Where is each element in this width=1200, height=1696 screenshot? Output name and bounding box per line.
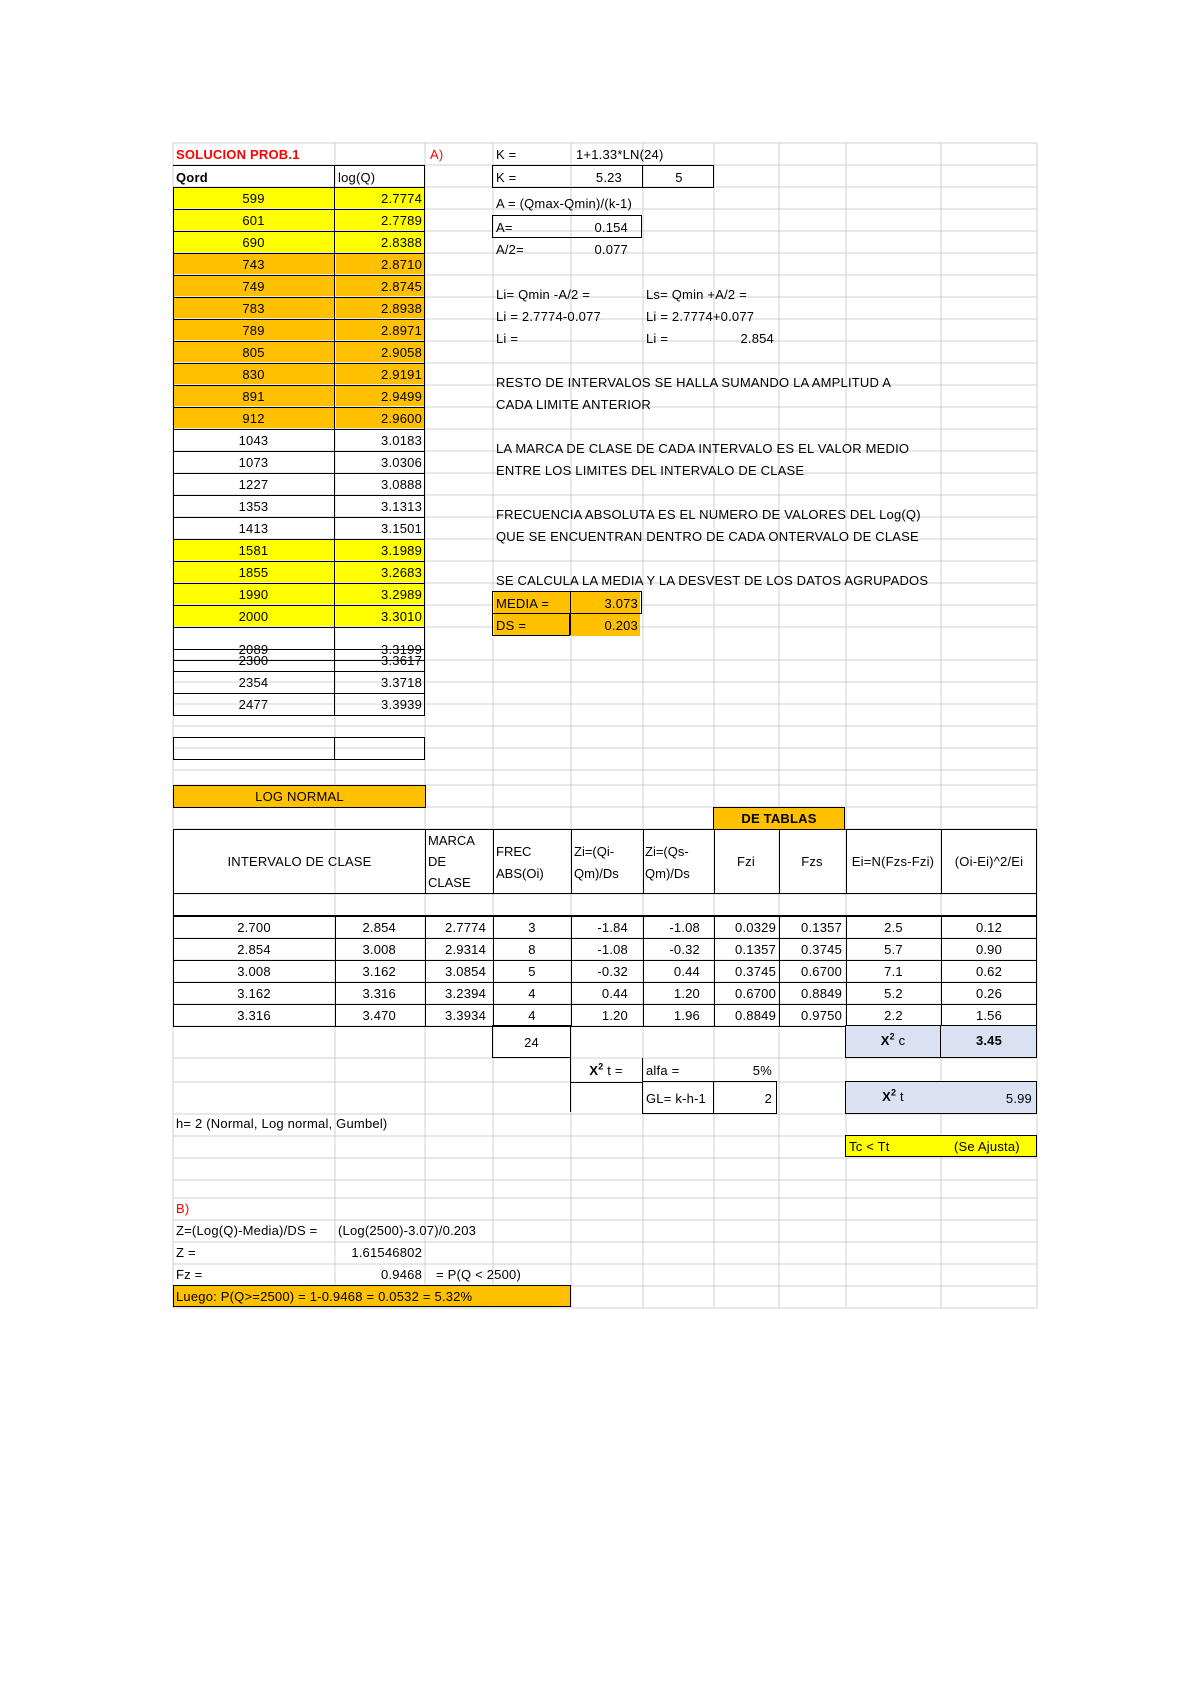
logq-value: 3.2989 bbox=[381, 587, 422, 602]
cell-li: 2.854 bbox=[237, 942, 271, 957]
cell-ls: 3.470 bbox=[362, 1008, 396, 1023]
x2c-label: $X^2$ c bbox=[880, 1031, 906, 1048]
note-intervals-2: CADA LIMITE ANTERIOR bbox=[496, 397, 651, 412]
qord-value: 1353 bbox=[238, 499, 269, 514]
cell-li: 2.700 bbox=[237, 920, 271, 935]
fz-probability: = P(Q < 2500) bbox=[436, 1267, 521, 1282]
qord-value: 805 bbox=[242, 345, 265, 360]
q-row-divider bbox=[334, 583, 335, 605]
header-zs-2: Qm)/Ds bbox=[645, 866, 690, 881]
qord-value: 1855 bbox=[238, 565, 269, 580]
z-formula: Z=(Log(Q)-Media)/DS = bbox=[176, 1223, 318, 1238]
q-table-row bbox=[173, 517, 425, 539]
header-ei: Ei=N(Fzs-Fzi) bbox=[851, 854, 935, 869]
note-marca-2: ENTRE LOS LIMITES DEL INTERVALO DE CLASE bbox=[496, 463, 805, 478]
q-row-divider bbox=[334, 429, 335, 451]
q-table-row bbox=[173, 605, 425, 627]
q-table-row bbox=[173, 649, 425, 671]
logq-value: 3.3939 bbox=[381, 697, 422, 712]
note-frecuencia-1: FRECUENCIA ABSOLUTA ES EL NUMERO DE VALORES DEL Log(Q) bbox=[496, 507, 921, 522]
cell-fzi: 0.0329 bbox=[735, 920, 776, 935]
cell-fzs: 0.9750 bbox=[801, 1008, 842, 1023]
logq-value: 2.7774 bbox=[381, 191, 422, 206]
q-table-empty-row bbox=[173, 737, 425, 760]
x2t-value: 5.99 bbox=[1005, 1091, 1032, 1106]
q-row-divider bbox=[334, 231, 335, 253]
cell-ls: 3.162 bbox=[362, 964, 396, 979]
cell-fzs: 0.1357 bbox=[801, 920, 842, 935]
cell-oi: 4 bbox=[528, 1008, 536, 1023]
x2c-divider bbox=[940, 1025, 941, 1058]
header-frec-1: FREC bbox=[496, 844, 532, 859]
cell-fzi: 0.6700 bbox=[735, 986, 776, 1001]
qord-value: 2000 bbox=[238, 609, 269, 624]
x2t2-label: $X^2$ t bbox=[882, 1087, 904, 1104]
logq-value: 2.9600 bbox=[381, 411, 422, 426]
logq-value: 2.8388 bbox=[381, 235, 422, 250]
cell-oi: 8 bbox=[528, 942, 536, 957]
cell-chi: 0.62 bbox=[975, 964, 1003, 979]
cell-oi: 4 bbox=[528, 986, 536, 1001]
media-divider bbox=[570, 591, 571, 635]
qord-value: 2089 bbox=[238, 642, 269, 657]
cell-zi: -1.84 bbox=[597, 920, 628, 935]
logq-value: 2.8971 bbox=[381, 323, 422, 338]
cell-fzi: 0.8849 bbox=[735, 1008, 776, 1023]
header-zi-2: Qm)/Ds bbox=[574, 866, 619, 881]
media-value: 3.073 bbox=[604, 596, 638, 611]
gl-label: GL= k-h-1 bbox=[646, 1091, 706, 1106]
ls-formula: Ls= Qmin +A/2 = bbox=[646, 287, 747, 302]
logq-value: 2.9499 bbox=[381, 389, 422, 404]
qord-value: 2477 bbox=[238, 697, 269, 712]
q-row-divider bbox=[334, 341, 335, 363]
q-row-divider bbox=[334, 319, 335, 341]
cell-zs: -0.32 bbox=[669, 942, 700, 957]
logq-value: 3.3617 bbox=[381, 653, 422, 668]
a2-label: A/2= bbox=[496, 242, 524, 257]
header-qord: Qord bbox=[176, 170, 208, 185]
cell-zs: 0.44 bbox=[673, 964, 700, 979]
header-chi: (Oi-Ei)^2/Ei bbox=[954, 854, 1024, 869]
q-row-divider bbox=[334, 407, 335, 429]
header-marca-1: MARCA bbox=[428, 833, 475, 848]
tc-label: Tc < Tt bbox=[849, 1139, 890, 1154]
cell-zs: -1.08 bbox=[669, 920, 700, 935]
q-table-row bbox=[173, 495, 425, 517]
ds-value: 0.203 bbox=[604, 618, 638, 633]
li-result-label: Li = bbox=[496, 331, 519, 346]
header-fzi: Fzi bbox=[737, 854, 755, 869]
tc-result: (Se Ajusta) bbox=[954, 1139, 1020, 1154]
cell-ei: 7.1 bbox=[884, 964, 903, 979]
ls-value: 2.854 bbox=[740, 331, 774, 346]
qord-value: 912 bbox=[242, 411, 265, 426]
qord-value: 1581 bbox=[238, 543, 269, 558]
cell-li: 3.008 bbox=[237, 964, 271, 979]
cell-fzi: 0.1357 bbox=[735, 942, 776, 957]
k-box-divider bbox=[642, 165, 643, 187]
logq-value: 2.9058 bbox=[381, 345, 422, 360]
qord-value: 1413 bbox=[238, 521, 269, 536]
cell-ei: 2.2 bbox=[884, 1008, 903, 1023]
ls-sub: Li = 2.7774+0.077 bbox=[646, 309, 755, 324]
cell-fzs: 0.8849 bbox=[801, 986, 842, 1001]
media-label: MEDIA = bbox=[496, 596, 550, 611]
qord-value: 1073 bbox=[238, 455, 269, 470]
alfa-value: 5% bbox=[752, 1063, 772, 1078]
cell-marca: 3.2394 bbox=[445, 986, 486, 1001]
q-row-divider bbox=[334, 187, 335, 209]
ds-label: DS = bbox=[496, 618, 527, 633]
q-table-row bbox=[173, 583, 425, 605]
qord-value: 1990 bbox=[238, 587, 269, 602]
cell-fzs: 0.6700 bbox=[801, 964, 842, 979]
q-table-row bbox=[173, 385, 425, 407]
qord-value: 749 bbox=[242, 279, 265, 294]
logq-value: 3.0888 bbox=[381, 477, 422, 492]
header-fzs: Fzs bbox=[801, 854, 823, 869]
logq-value: 2.8745 bbox=[381, 279, 422, 294]
note-marca-1: LA MARCA DE CLASE DE CADA INTERVALO ES EL VALOR MEDIO bbox=[496, 441, 910, 456]
qord-value: 830 bbox=[242, 367, 265, 382]
q-row-divider bbox=[334, 209, 335, 231]
cell-li: 3.162 bbox=[237, 986, 271, 1001]
q-row-divider bbox=[334, 605, 335, 627]
q-table-row bbox=[173, 187, 425, 209]
logq-value: 3.0183 bbox=[381, 433, 422, 448]
a-label: A= bbox=[496, 220, 513, 235]
header-divider bbox=[643, 829, 644, 894]
title-solucion: SOLUCION PROB.1 bbox=[176, 147, 300, 162]
de-tablas-label: DE TABLAS bbox=[741, 811, 817, 826]
cell-marca: 3.0854 bbox=[445, 964, 486, 979]
logq-value: 3.1501 bbox=[381, 521, 422, 536]
x2c-value: 3.45 bbox=[975, 1033, 1003, 1048]
q-row-divider bbox=[334, 363, 335, 385]
cell-ls: 2.854 bbox=[362, 920, 396, 935]
cell-zs: 1.96 bbox=[673, 1008, 700, 1023]
cell-fzi: 0.3745 bbox=[735, 964, 776, 979]
li-sub: Li = 2.7774-0.077 bbox=[496, 309, 601, 324]
q-table-row bbox=[173, 671, 425, 693]
cell-chi: 1.56 bbox=[975, 1008, 1003, 1023]
fz-label: Fz = bbox=[176, 1267, 203, 1282]
qord-value: 789 bbox=[242, 323, 265, 338]
qord-value: 2354 bbox=[238, 675, 269, 690]
cell-zi: 1.20 bbox=[601, 1008, 628, 1023]
cell-oi: 5 bbox=[528, 964, 536, 979]
z-label: Z = bbox=[176, 1245, 196, 1260]
a2-value: 0.077 bbox=[594, 242, 628, 257]
q-row-divider bbox=[334, 561, 335, 583]
logq-value: 2.9191 bbox=[381, 367, 422, 382]
k-round: 5 bbox=[675, 170, 683, 185]
k-value: 5.23 bbox=[595, 170, 622, 185]
header-frec-2: ABS(Oi) bbox=[496, 866, 544, 881]
cell-ei: 5.2 bbox=[884, 986, 903, 1001]
cell-ls: 3.316 bbox=[362, 986, 396, 1001]
header-right-border bbox=[424, 165, 425, 187]
header-divider bbox=[493, 829, 494, 894]
q-table-row bbox=[173, 407, 425, 429]
gl-divider bbox=[713, 1081, 714, 1114]
gl-value: 2 bbox=[764, 1091, 772, 1106]
header-divider bbox=[334, 165, 335, 187]
lognormal-title: LOG NORMAL bbox=[255, 789, 344, 804]
qord-value: 743 bbox=[242, 257, 265, 272]
q-row-divider bbox=[334, 495, 335, 517]
cell-li: 3.316 bbox=[237, 1008, 271, 1023]
q-table-row bbox=[173, 231, 425, 253]
cell-fzs: 0.3745 bbox=[801, 942, 842, 957]
q-row-divider bbox=[334, 297, 335, 319]
logq-value: 3.1989 bbox=[381, 543, 422, 558]
header-border-top bbox=[173, 165, 425, 166]
note-media: SE CALCULA LA MEDIA Y LA DESVEST DE LOS DATOS AGRUPADOS bbox=[496, 573, 929, 588]
logq-value: 3.2683 bbox=[381, 565, 422, 580]
q-table-row bbox=[173, 451, 425, 473]
q-row-divider bbox=[334, 473, 335, 495]
qord-value: 690 bbox=[242, 235, 265, 250]
cell-chi: 0.90 bbox=[975, 942, 1003, 957]
header-zi-1: Zi=(Qi- bbox=[574, 844, 615, 859]
q-table-row bbox=[173, 539, 425, 561]
cell-zs: 1.20 bbox=[673, 986, 700, 1001]
cell-marca: 3.3934 bbox=[445, 1008, 486, 1023]
logq-value: 3.3010 bbox=[381, 609, 422, 624]
qord-value: 1227 bbox=[238, 477, 269, 492]
q-row-divider bbox=[334, 649, 335, 671]
qord-value: 601 bbox=[242, 213, 265, 228]
conclusion: Luego: P(Q>=2500) = 1-0.9468 = 0.0532 = 5.32% bbox=[176, 1289, 473, 1304]
lognormal-blank-row bbox=[173, 893, 1037, 916]
a-formula: A = (Qmax-Qmin)/(k-1) bbox=[496, 196, 633, 211]
q-table-row bbox=[173, 561, 425, 583]
q-table-row bbox=[173, 319, 425, 341]
h-note: h= 2 (Normal, Log normal, Gumbel) bbox=[176, 1116, 388, 1131]
qord-value: 599 bbox=[242, 191, 265, 206]
qord-value: 783 bbox=[242, 301, 265, 316]
q-table-row bbox=[173, 341, 425, 363]
cell-marca: 2.9314 bbox=[445, 942, 486, 957]
logq-value: 2.8938 bbox=[381, 301, 422, 316]
cell-oi: 3 bbox=[528, 920, 536, 935]
header-marca-3: CLASE bbox=[428, 875, 471, 890]
z-substitution: (Log(2500)-3.07)/0.203 bbox=[338, 1223, 477, 1238]
qord-value: 2300 bbox=[238, 653, 269, 668]
cell-chi: 0.12 bbox=[975, 920, 1003, 935]
cell-zi: -1.08 bbox=[597, 942, 628, 957]
x2t-label: $X^2$ t = bbox=[589, 1061, 623, 1078]
header-zs-1: Zi=(Qs- bbox=[645, 844, 689, 859]
q-row-divider bbox=[334, 539, 335, 561]
header-marca-2: DE bbox=[428, 854, 447, 869]
q-table-row bbox=[173, 693, 425, 715]
alfa-label: alfa = bbox=[646, 1063, 680, 1078]
q-table-row bbox=[173, 209, 425, 231]
qord-value: 1043 bbox=[238, 433, 269, 448]
cell-ei: 2.5 bbox=[884, 920, 903, 935]
header-intervalo: INTERVALO DE CLASE bbox=[227, 854, 372, 869]
k-formula: 1+1.33*LN(24) bbox=[576, 147, 664, 162]
label-b: B) bbox=[176, 1201, 190, 1216]
cell-zi: -0.32 bbox=[597, 964, 628, 979]
q-row-divider bbox=[334, 385, 335, 407]
q-table-row bbox=[173, 297, 425, 319]
logq-value: 2.7789 bbox=[381, 213, 422, 228]
fz-value: 0.9468 bbox=[381, 1267, 422, 1282]
cell-marca: 2.7774 bbox=[445, 920, 486, 935]
q-table-row bbox=[173, 473, 425, 495]
logq-value: 2.8710 bbox=[381, 257, 422, 272]
x2t-right-border bbox=[642, 1058, 643, 1082]
label-a: A) bbox=[430, 147, 444, 162]
total-oi: 24 bbox=[524, 1035, 539, 1050]
note-frecuencia-2: QUE SE ENCUENTRAN DENTRO DE CADA ONTERVALO DE CLASE bbox=[496, 529, 919, 544]
k-label: K = bbox=[496, 147, 517, 162]
ls-result-label: Li = bbox=[646, 331, 669, 346]
logq-value: 3.1313 bbox=[381, 499, 422, 514]
q-row-divider bbox=[334, 738, 335, 759]
header-logq: log(Q) bbox=[338, 170, 376, 185]
k2-label: K = bbox=[496, 170, 517, 185]
q-table-row bbox=[173, 363, 425, 385]
logq-value: 3.0306 bbox=[381, 455, 422, 470]
header-divider bbox=[425, 829, 426, 894]
cell-ei: 5.7 bbox=[884, 942, 903, 957]
q-table-row bbox=[173, 253, 425, 275]
note-intervals-1: RESTO DE INTERVALOS SE HALLA SUMANDO LA AMPLITUD A bbox=[496, 375, 892, 390]
q-table-row bbox=[173, 275, 425, 297]
q-row-divider bbox=[334, 671, 335, 693]
q-row-divider bbox=[334, 275, 335, 297]
cell-ls: 3.008 bbox=[362, 942, 396, 957]
header-divider bbox=[571, 829, 572, 894]
x2t-bottom-border bbox=[570, 1082, 642, 1083]
li-formula: Li= Qmin -A/2 = bbox=[496, 287, 591, 302]
logq-value: 3.3199 bbox=[381, 642, 422, 657]
q-row-divider bbox=[334, 693, 335, 715]
qord-value: 891 bbox=[242, 389, 265, 404]
a-value: 0.154 bbox=[594, 220, 628, 235]
cell-chi: 0.26 bbox=[975, 986, 1003, 1001]
logq-value: 3.3718 bbox=[381, 675, 422, 690]
q-row-divider bbox=[334, 253, 335, 275]
q-row-divider bbox=[334, 517, 335, 539]
z-value: 1.61546802 bbox=[351, 1245, 422, 1260]
q-row-divider bbox=[334, 451, 335, 473]
x2t-left-border bbox=[570, 1058, 571, 1112]
q-table-row bbox=[173, 429, 425, 451]
cell-zi: 0.44 bbox=[601, 986, 628, 1001]
